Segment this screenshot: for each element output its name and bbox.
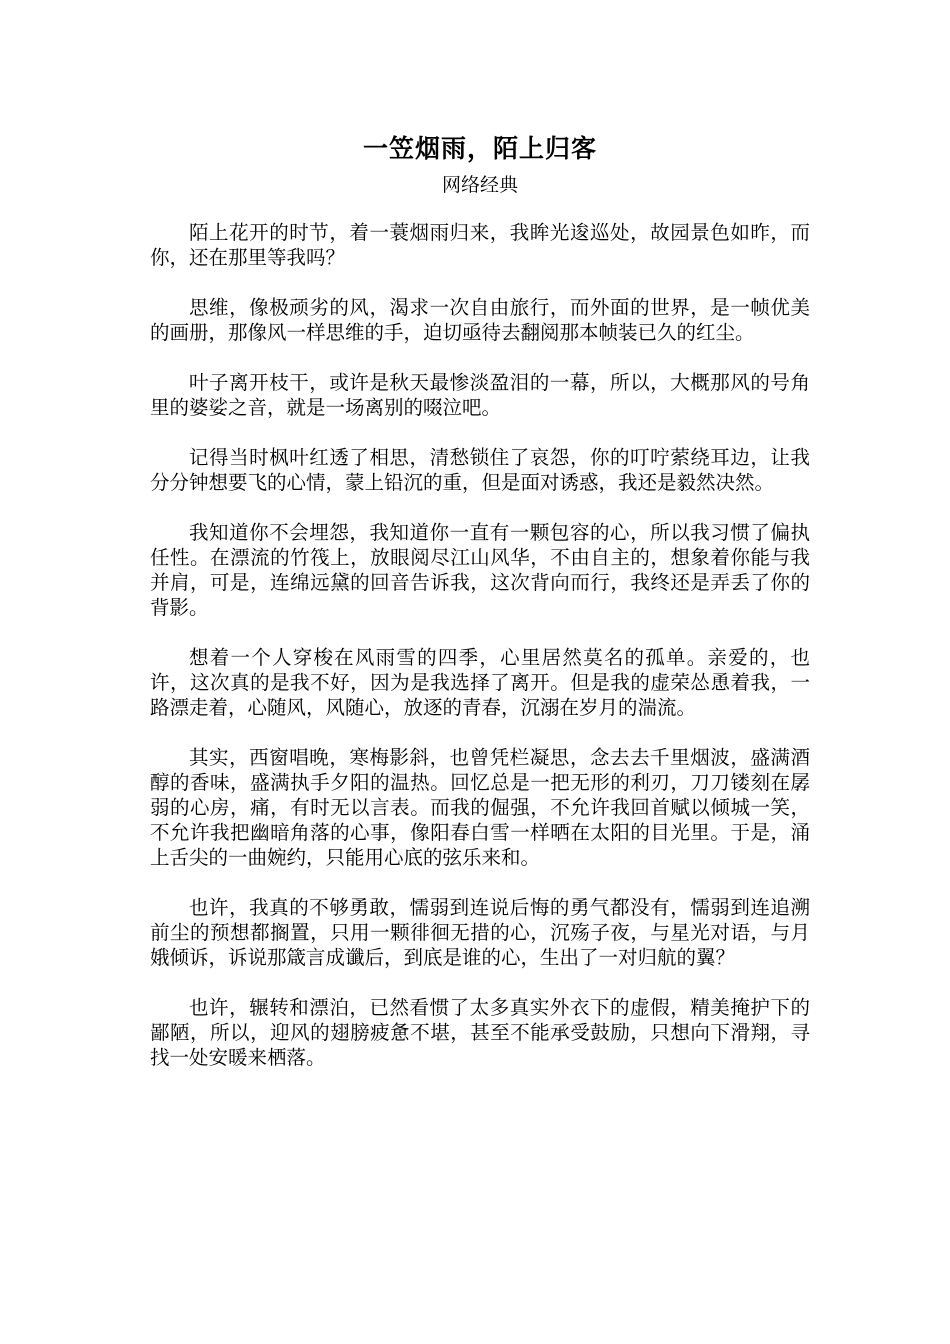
paragraph-7: 其实，西窗唱晚，寒梅影斜，也曾凭栏凝思，念去去千里烟波，盛满酒醇的香味，盛满执手夕阳的温热。回忆总是一把无形的利刃，刀刀镂刻在孱弱的心房，痛，有时无以言表。而我的倔强，不允许我回首赋以倾城一笑，不允许我把幽暗角落的心事，像阳春白雪一样晒在太阳的目光里。于是，涌上舌尖的一曲婉约，只能用心底的弦乐来和。 <box>150 746 810 869</box>
paragraph-8: 也许，我真的不够勇敢，懦弱到连说后悔的勇气都没有，懦弱到连追溯前尘的预想都搁置，只用一颗徘徊无措的心，沉殇子夜，与星光对语，与月娥倾诉，诉说那箴言成谶后，到底是谁的心，生出了一对归航的翼？ <box>150 896 810 969</box>
paragraph-3: 叶子离开枝干，或许是秋天最惨淡盈泪的一幕，所以，大概那风的号角里的婆娑之音，就是一场离别的啜泣吧。 <box>150 371 810 419</box>
paragraph-5: 我知道你不会埋怨，我知道你一直有一颗包容的心，所以我习惯了偏执任性。在漂流的竹筏上，放眼阅尽江山风华，不由自主的，想象着你能与我并肩，可是，连绵远黛的回音告诉我，这次背向而行，我终还是弄丢了你的背影。 <box>150 521 810 619</box>
paragraph-2: 思维，像极顽劣的风，渴求一次自由旅行，而外面的世界，是一帧优美的画册，那像风一样思维的手，迫切亟待去翻阅那本帧装已久的红尘。 <box>150 296 810 344</box>
document-title: 一笠烟雨，陌上归客 <box>362 134 597 163</box>
paragraph-6: 想着一个人穿梭在风雨雪的四季，心里居然莫名的孤单。亲爱的，也许，这次真的是我不好，因为是我选择了离开。但是我的虚荣怂恿着我，一路漂走着，心随风，风随心，放逐的青春，沉溺在岁月的湍流。 <box>150 646 810 719</box>
document-page <box>150 128 810 1095</box>
paragraph-4: 记得当时枫叶红透了相思，清愁锁住了哀怨，你的叮咛萦绕耳边，让我分分钟想要飞的心情，蒙上铅沉的重，但是面对诱惑，我还是毅然决然。 <box>150 446 810 494</box>
paragraph-9: 也许，辗转和漂泊，已然看惯了太多真实外衣下的虚假，精美掩护下的鄙陋，所以，迎风的翅膀疲惫不堪，甚至不能承受鼓励，只想向下滑翔，寻找一处安暖来栖落。 <box>150 996 810 1069</box>
document-body <box>150 220 810 1070</box>
paragraph-1: 陌上花开的时节，着一蓑烟雨归来，我眸光逡巡处，故园景色如昨，而你，还在那里等我吗？ <box>150 221 810 269</box>
document-author: 网络经典 <box>441 174 518 196</box>
